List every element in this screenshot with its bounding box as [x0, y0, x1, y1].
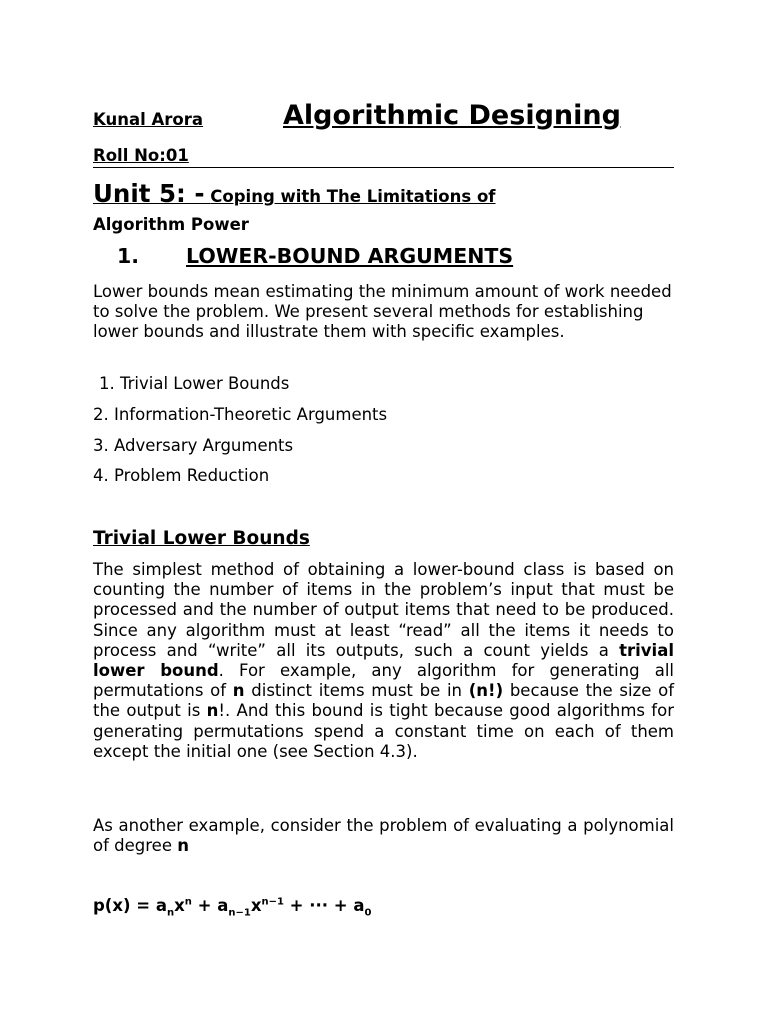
formula-superscript: n	[184, 896, 192, 908]
unit-title-line1: Coping with The Limitations of	[210, 187, 496, 206]
unit-label: Unit 5: -	[93, 179, 205, 208]
paragraph-text: !. And this bound is tight because good algorithms for generating permutations spend a constant time on each of them except the initial one (see Section 4.3).	[93, 701, 674, 761]
document-title: Algorithmic Designing	[283, 100, 621, 131]
formula-part: x	[174, 896, 185, 915]
intro-paragraph: Lower bounds mean estimating the minimum amount of work needed to solve the problem. We present several methods for establishing lower bounds and illustrate them with specific examples.	[93, 282, 672, 342]
subsection-heading: Trivial Lower Bounds	[93, 528, 310, 549]
header-rule	[93, 167, 674, 168]
trivial-bounds-paragraph	[93, 560, 674, 762]
author-name: Kunal Arora	[93, 110, 204, 129]
formula-superscript: n−1	[261, 896, 284, 908]
bold-term: n	[232, 681, 245, 701]
formula-subscript: n−1	[228, 907, 251, 919]
section-heading	[117, 244, 513, 268]
unit-heading	[93, 180, 613, 239]
method-item: 3. Adversary Arguments	[93, 436, 294, 455]
section-title: LOWER-BOUND ARGUMENTS	[186, 244, 514, 268]
polynomial-paragraph	[93, 816, 674, 856]
bold-term: n	[177, 836, 189, 856]
paragraph-text: because the size of the output is	[93, 681, 674, 721]
unit-title-line2: Algorithm Power	[93, 215, 249, 234]
formula-part: x	[250, 896, 262, 915]
method-item: 2. Information-Theoretic Arguments	[93, 405, 388, 424]
roll-number: Roll No:01	[93, 146, 189, 165]
paragraph-text: distinct items must be in	[244, 681, 469, 701]
paragraph-text: The simplest method of obtaining a lower-bound class is based on counting the number of items in the problem’s input that must be processed and the number of output items that need to be produced. Since any algorithm must at least “read” all the items it needs to process and “write” all its outputs, such a count yields a	[93, 560, 674, 660]
section-number: 1.	[117, 244, 140, 268]
method-item: 1. Trivial Lower Bounds	[99, 374, 290, 393]
bold-term: (n!)	[468, 681, 504, 701]
formula-part: + ··· + a	[283, 896, 365, 915]
paragraph-text: . For example, any algorithm for generating all permutations of	[93, 661, 674, 701]
method-item: 4. Problem Reduction	[93, 466, 270, 485]
formula-part: p(x) = a	[93, 896, 167, 915]
document-page	[93, 0, 674, 1024]
bold-term: n	[206, 701, 219, 721]
formula-subscript: 0	[364, 907, 372, 919]
paragraph-text: As another example, consider the problem of evaluating a polynomial of degree	[93, 816, 674, 856]
polynomial-formula	[93, 896, 371, 918]
bold-term: trivial lower bound	[93, 640, 674, 681]
formula-part: + a	[191, 896, 229, 915]
formula-subscript: n	[166, 907, 175, 919]
